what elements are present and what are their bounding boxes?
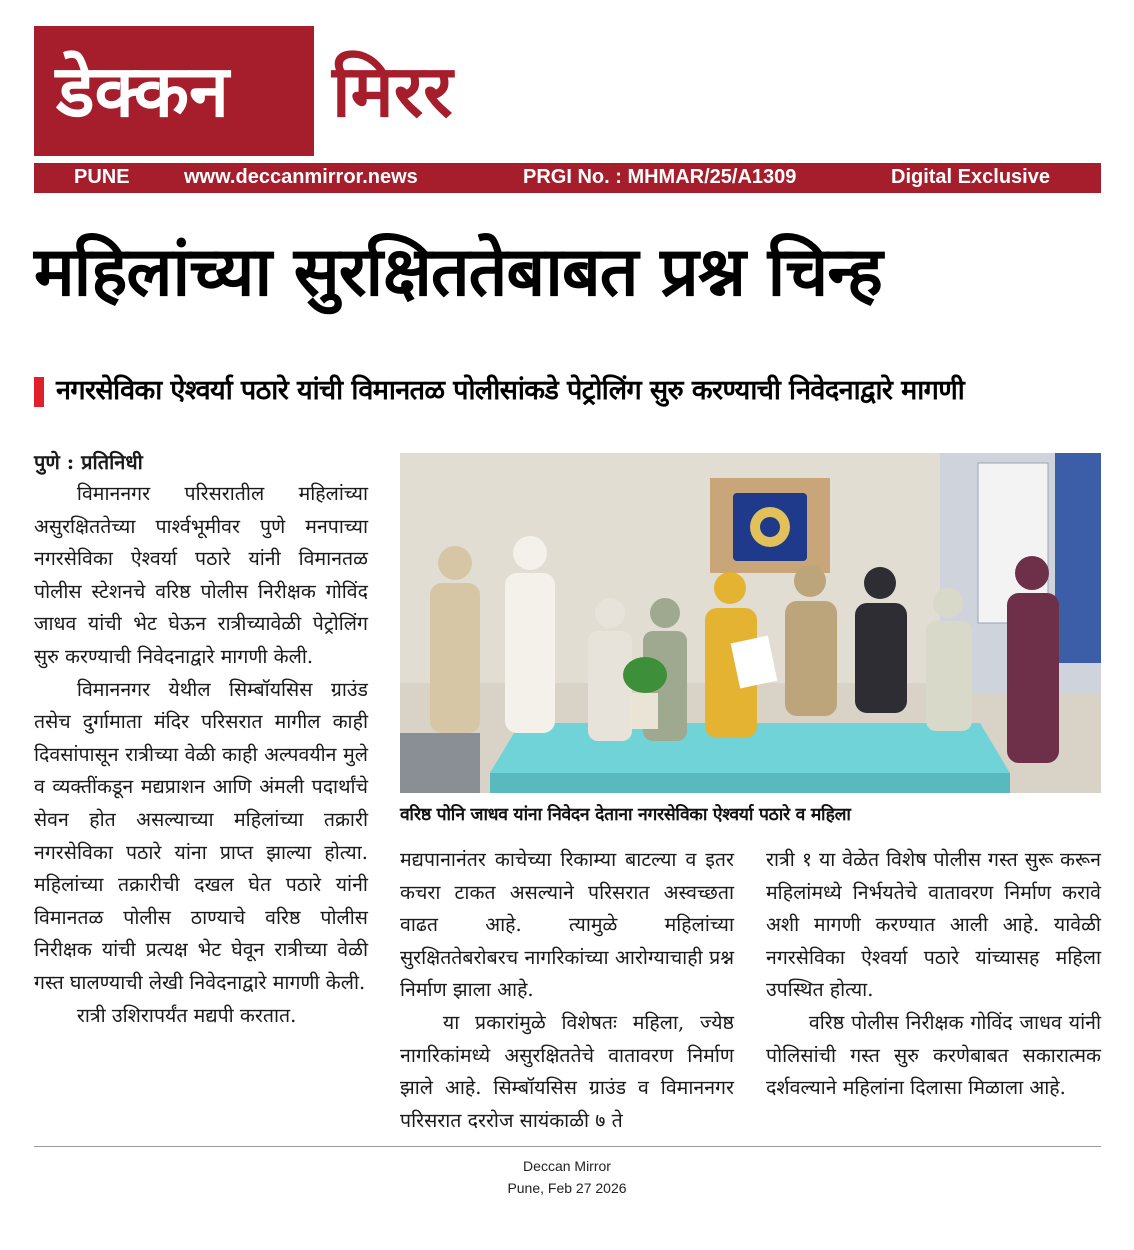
col1-paragraph-3: रात्री उशिरापर्यंत मद्यपी करतात. xyxy=(76,1003,297,1027)
photo-caption: वरिष्ठ पोनि जाधव यांना निवेदन देताना नगरसेविका ऐश्वर्या पठारे व महिला xyxy=(400,805,851,825)
footer-divider xyxy=(34,1146,1101,1147)
article-column-3 xyxy=(766,844,1101,1105)
masthead-logo-block xyxy=(34,26,314,156)
police-emblem-icon xyxy=(733,493,807,561)
masthead-name-left: डेक्कन xyxy=(56,49,230,133)
masthead-info-bar xyxy=(34,163,1101,193)
col2-paragraph-1: मद्यपानानंतर काचेच्या रिकाम्या बाटल्या व इतर कचरा टाकत असल्याने परिसरात अस्वच्छता वाढत आहे. त्यामुळे महिलांच्या सुरक्षिततेबरोबरच नागरिकांच्या आरोग्याचाही प्रश्न निर्माण झाला आहे. xyxy=(400,848,734,1002)
col3-paragraph-2: वरिष्ठ पोलीस निरीक्षक गोविंद जाधव यांनी पोलिसांची गस्त सुरु करणेबाबत सकारात्मक दर्शवल्याने महिलांना दिलासा मिळाला आहे. xyxy=(766,1010,1101,1100)
article-photo xyxy=(400,453,1101,793)
col1-paragraph-1: विमाननगर परिसरातील महिलांच्या असुरक्षिततेच्या पार्श्वभूमीवर पुणे मनपाच्या नगरसेविका ऐश्वर्या पठारे यांनी विमानतळ पोलीस स्टेशनचे वरिष्ठ पोलीस निरीक्षक गोविंद जाधव यांची भेट घेऊन रात्रीच्यावेळी पेट्रोलिंग सुरु करण्याची निवेदनाद्वारे मागणी केली. xyxy=(34,482,368,668)
article-column-1 xyxy=(34,446,368,1032)
footer-place-date: Pune, Feb 27 2026 xyxy=(507,1180,627,1196)
article-column-2 xyxy=(400,844,734,1137)
prgi-number: PRGI No. : MHMAR/25/A1309 xyxy=(523,166,797,188)
edition-tag: Digital Exclusive xyxy=(891,166,1050,188)
article-headline: महिलांच्या सुरक्षिततेबाबत प्रश्न चिन्ह xyxy=(34,233,882,312)
subheadline-bullet xyxy=(34,377,44,407)
website-link[interactable]: www.deccanmirror.news xyxy=(184,166,418,188)
article-subheadline: नगरसेविका ऐश्वर्या पठारे यांची विमानतळ पोलीसांकडे पेट्रोलिंग सुरु करण्याची निवेदनाद्वारे मागणी xyxy=(56,375,965,406)
col2-paragraph-2: या प्रकारांमुळे विशेषतः महिला, ज्येष्ठ नागरिकांमध्ये असुरक्षिततेचे वातावरण निर्माण झाले आहे. सिम्बॉयसिस ग्राउंड व विमाननगर परिसरात दररोज सायंकाळी ७ ते xyxy=(400,1010,734,1132)
byline: पुणे : प्रतिनिधी xyxy=(34,450,143,474)
masthead-name-right: मिरर xyxy=(332,49,453,133)
col1-paragraph-2: विमाननगर येथील सिम्बॉयसिस ग्राउंड तसेच दुर्गामाता मंदिर परिसरात मागील काही दिवसांपासून रात्रीच्या वेळी काही अल्पवयीन मुले व व्यक्तींकडून मद्यप्राशन आणि अंमली पदार्थांचे सेवन होत असल्याच्या महिलांच्या तक्रारी नगरसेविका पठारे यांना प्राप्त झाल्या होत्या. महिलांच्या तक्रारीची दखल घेत पठारे यांनी विमानतळ पोलीस ठाण्याचे वरिष्ठ पोलीस निरीक्षक यांची प्रत्यक्ष भेट घेवून रात्रीच्या वेळी गस्त घालण्याची लेखी निवेदनाद्वारे मागणी केली. xyxy=(34,677,368,994)
city-label: PUNE xyxy=(74,166,130,188)
col3-paragraph-1: रात्री १ या वेळेत विशेष पोलीस गस्त सुरू करून महिलांमध्ये निर्भयतेचे वातावरण निर्माण करावे अशी मागणी करण्यात आली आहे. यावेळी नगरसेविका ऐश्वर्या पठारे यांच्यासह महिला उपस्थित होत्या. xyxy=(766,848,1101,1002)
footer-publication: Deccan Mirror xyxy=(523,1158,611,1174)
